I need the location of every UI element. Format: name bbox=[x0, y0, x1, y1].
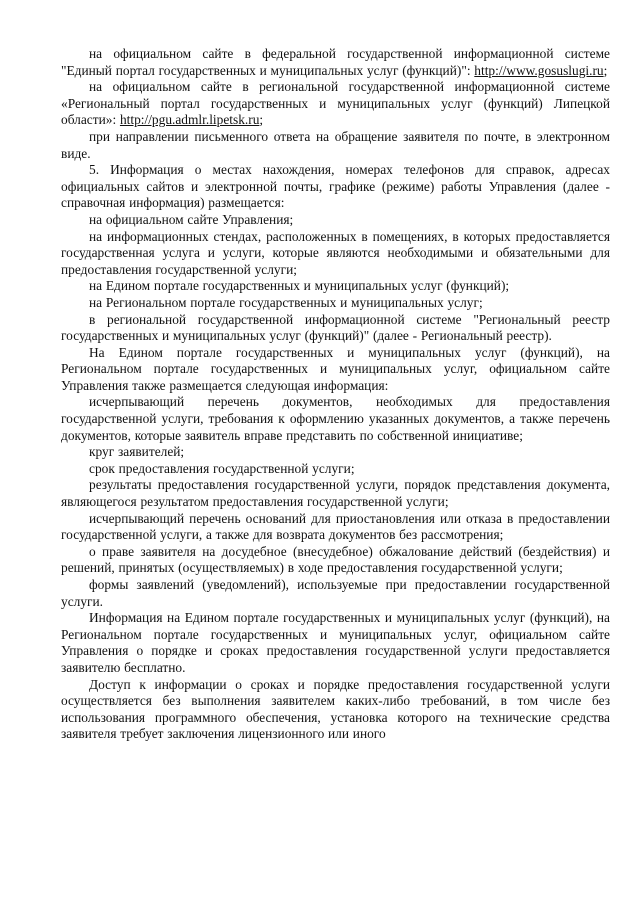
paragraph-regional-portal-short: на Региональном портале государственных и муниципальных услуг; bbox=[89, 294, 483, 310]
paragraph-service-results: результаты предоставления государственной услуги, порядок представления документа, являющегося результатом предоставления государственной услуги; bbox=[61, 477, 610, 510]
paragraph-applicants: круг заявителей; bbox=[89, 444, 185, 460]
paragraph-unified-portal: на Едином портале государственных и муниципальных услуг (функций); bbox=[89, 278, 510, 294]
paragraph-regional-registry: в региональной государственной информационной системе "Региональный реестр государственных и муниципальных услуг (функций)" (далее - Региональный реестр). bbox=[61, 311, 610, 344]
paragraph-application-forms: формы заявлений (уведомлений), используемые при предоставлении государственной услуги. bbox=[61, 577, 610, 609]
paragraph-punctuation: ; bbox=[603, 62, 608, 78]
paragraph-service-term: срок предоставления государственной услуги; bbox=[89, 460, 355, 476]
paragraph-section-5: 5. Информация о местах нахождения, номерах телефонов для справок, адресах официальных сайтов и электронной почты, графике (режиме) работы Управления (далее - справочная информация) размещается: bbox=[61, 162, 610, 211]
paragraph-punctuation: ; bbox=[259, 112, 264, 128]
paragraph-official-site: на официальном сайте Управления; bbox=[89, 211, 294, 227]
gosuslugi-link[interactable]: http://www.gosuslugi.ru bbox=[474, 62, 604, 78]
paragraph-regional-portal bbox=[61, 79, 610, 129]
paragraph-access-conditions: Доступ к информации о сроках и порядке предоставления государственной услуги осуществляется без выполнения заявителем каких-либо требований, в том числе без использования программного обеспечения, установка которого на технические средства заявителя требует заключения лицензионного или иного bbox=[61, 676, 610, 742]
paragraph-free-of-charge: Информация на Едином портале государственных и муниципальных услуг (функций), на Региональном портале государственных и муниципальных услуг, официальном сайте Управления о порядке и сроках предоставления государственной услуги предоставляется заявителю бесплатно. bbox=[61, 610, 610, 675]
paragraph-info-stands: на информационных стендах, расположенных в помещениях, в которых предоставляется государственная услуга и услуги, которые являются необходимыми и обязательными для предоставления государственной услуги; bbox=[61, 228, 610, 277]
pgu-lipetsk-link[interactable]: http://pgu.admlr.lipetsk.ru bbox=[119, 112, 260, 128]
paragraph-refusal-grounds: исчерпывающий перечень оснований для приостановления или отказа в предоставлении государственной услуги, а также для возврата документов без рассмотрения; bbox=[61, 510, 610, 543]
paragraph-text: на официальном сайте в региональной государственной информационной системе «Региональный портал государственных и муниципальных услуг (функций) Липецкой области»: bbox=[61, 79, 610, 128]
paragraph-posted-information: На Едином портале государственных и муниципальных услуг (функций), на Региональном портале государственных и муниципальных услуг, официальном сайте Управления также размещается следующая информация: bbox=[61, 344, 610, 393]
paragraph-written-reply: при направлении письменного ответа на обращение заявителя по почте, в электронном виде. bbox=[61, 128, 610, 161]
paragraph-appeal-rights: о праве заявителя на досудебное (внесудебное) обжалование действий (бездействия) и решений, принятых (осуществляемых) в ходе предоставления государственной услуги; bbox=[61, 543, 610, 576]
paragraph-text: на официальном сайте в федеральной государственной информационной системе "Единый портал государственных и муниципальных услуг (функций)": bbox=[61, 46, 610, 78]
paragraph-documents-list: исчерпывающий перечень документов, необходимых для предоставления государственной услуги, требования к оформлению указанных документов, а также перечень документов, которые заявитель вправе представить по собственной инициативе; bbox=[61, 394, 610, 443]
paragraph-federal-portal bbox=[61, 46, 610, 79]
